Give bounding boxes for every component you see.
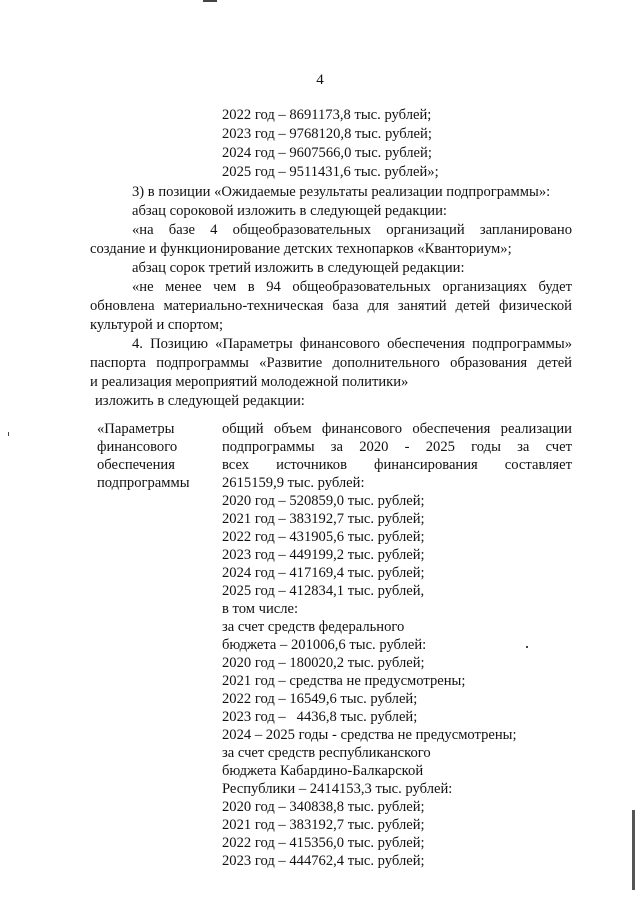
table-value-line: бюджета – 201006,6 тыс. рублей: bbox=[222, 637, 427, 653]
item3-para40-text-1: «на базе 4 общеобразовательных организаций запланировано bbox=[132, 222, 572, 238]
year-line-2023: 2023 год – 9768120,8 тыс. рублей; bbox=[222, 126, 432, 142]
table-value-line: бюджета Кабардино-Балкарской bbox=[222, 763, 424, 779]
item3-para40-intro: абзац сороковой изложить в следующей редакции: bbox=[132, 203, 447, 219]
table-value-line: 2023 год – 444762,4 тыс. рублей; bbox=[222, 853, 425, 869]
table-label-line-4: подпрограммы bbox=[97, 475, 190, 491]
table-value-line: 2020 год – 180020,2 тыс. рублей; bbox=[222, 655, 425, 671]
table-value-line: за счет средств федерального bbox=[222, 619, 405, 635]
item4-line-2: паспорта подпрограммы «Развитие дополнительного образования детей bbox=[90, 355, 572, 371]
table-value-line: 2023 год – 4436,8 тыс. рублей; bbox=[222, 709, 418, 725]
scan-mark-left bbox=[8, 432, 9, 436]
table-value-line: 2021 год – средства не предусмотрены; bbox=[222, 673, 466, 689]
item4-line-4: изложить в следующей редакции: bbox=[95, 393, 305, 409]
table-value-line: в том числе: bbox=[222, 601, 299, 617]
table-label-line-1: «Параметры bbox=[97, 421, 175, 437]
table-value-line: всех источников финансирования составляет bbox=[222, 457, 572, 473]
table-value-line: 2023 год – 449199,2 тыс. рублей; bbox=[222, 547, 425, 563]
item3-para40-text-2: создание и функционирование детских технопарков «Кванториум»; bbox=[90, 241, 512, 257]
table-value-line: 2022 год – 431905,6 тыс. рублей; bbox=[222, 529, 425, 545]
table-value-line: 2025 год – 412834,1 тыс. рублей, bbox=[222, 583, 425, 599]
table-value-line: 2022 год – 415356,0 тыс. рублей; bbox=[222, 835, 425, 851]
table-value-line: 2020 год – 340838,8 тыс. рублей; bbox=[222, 799, 425, 815]
year-line-2025: 2025 год – 9511431,6 тыс. рублей»; bbox=[222, 164, 439, 180]
table-value-line: за счет средств республиканского bbox=[222, 745, 431, 761]
item4-line-1: 4. Позицию «Параметры финансового обеспечения подпрограммы» bbox=[132, 336, 572, 352]
page-number: 4 bbox=[316, 72, 324, 88]
item3-para43-text-3: культурой и спортом; bbox=[90, 317, 224, 333]
item3-para43-intro: абзац сорок третий изложить в следующей редакции: bbox=[132, 260, 465, 276]
table-value-line: 2615159,9 тыс. рублей: bbox=[222, 475, 365, 491]
scan-dot bbox=[526, 646, 528, 648]
table-label-line-3: обеспечения bbox=[97, 457, 175, 473]
table-value-line: Республики – 2414153,3 тыс. рублей: bbox=[222, 781, 453, 797]
scan-edge-right bbox=[632, 810, 635, 890]
table-value-line: 2024 – 2025 годы - средства не предусмотрены; bbox=[222, 727, 517, 743]
item3-para43-text-2: обновлена материально-техническая база для занятий детей физической bbox=[90, 298, 572, 314]
item4-line-3: и реализация мероприятий молодежной политики» bbox=[90, 374, 409, 390]
table-value-line: 2020 год – 520859,0 тыс. рублей; bbox=[222, 493, 425, 509]
table-value-line: 2022 год – 16549,6 тыс. рублей; bbox=[222, 691, 418, 707]
table-label-line-2: финансового bbox=[97, 439, 178, 455]
item3-title: 3) в позиции «Ожидаемые результаты реализации подпрограммы»: bbox=[132, 184, 551, 200]
scan-mark-top bbox=[203, 0, 217, 2]
table-value-line: 2021 год – 383192,7 тыс. рублей; bbox=[222, 511, 425, 527]
table-value-line: общий объем финансового обеспечения реализации bbox=[222, 421, 572, 437]
item3-para43-text-1: «не менее чем в 94 общеобразовательных организациях будет bbox=[132, 279, 572, 295]
table-value-line: подпрограммы за 2020 - 2025 годы за счет bbox=[222, 439, 572, 455]
table-value-line: 2021 год – 383192,7 тыс. рублей; bbox=[222, 817, 425, 833]
year-line-2024: 2024 год – 9607566,0 тыс. рублей; bbox=[222, 145, 432, 161]
year-line-2022: 2022 год – 8691173,8 тыс. рублей; bbox=[222, 107, 432, 123]
table-value-line: 2024 год – 417169,4 тыс. рублей; bbox=[222, 565, 425, 581]
